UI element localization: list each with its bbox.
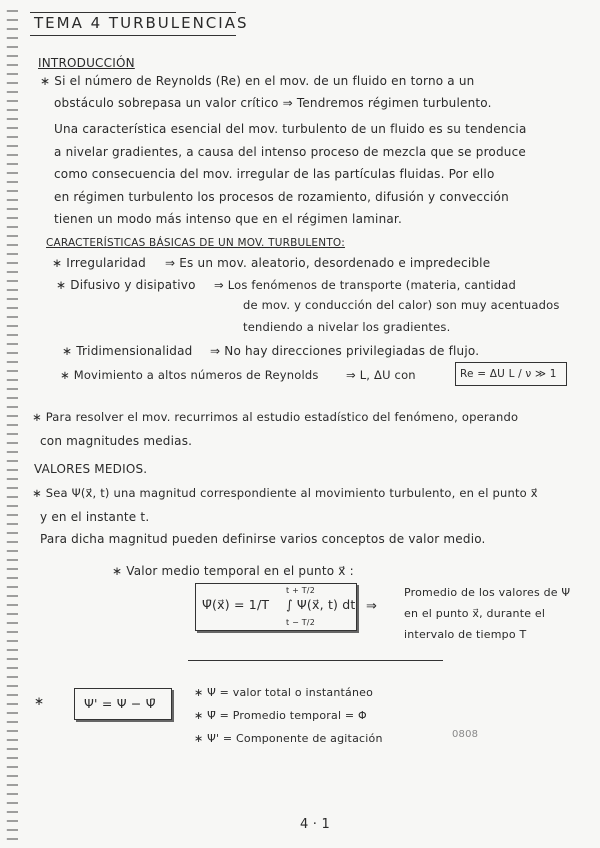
mean-values-line: y en el instante t. xyxy=(40,510,150,524)
temporal-arrow: ⇒ xyxy=(366,599,378,614)
temporal-formula-lhs: Ψ̄(x⃗) = 1/T xyxy=(202,597,270,612)
statistics-line: con magnitudes medias. xyxy=(40,434,193,448)
integral-lower-limit: t − T/2 xyxy=(286,618,315,627)
decomposition-note: ∗ Ψ' = Componente de agitación xyxy=(194,732,383,745)
mean-values-line: ∗ Sea Ψ(x⃗, t) una magnitud correspondiente al movimiento turbulento, en el punto x⃗ xyxy=(32,486,538,500)
decomposition-note: ∗ Ψ = valor total o instantáneo xyxy=(194,686,374,699)
divider xyxy=(188,660,443,661)
intro-heading: INTRODUCCIÓN xyxy=(38,56,135,70)
temporal-formula-integral: ∫ Ψ(x⃗, t) dt xyxy=(286,597,356,612)
intro-line: ∗ Si el número de Reynolds (Re) en el mov. de un fluido en torno a un xyxy=(40,74,475,88)
char-item-text: tendiendo a nivelar los gradientes. xyxy=(243,320,451,334)
char-item-text: ⇒ Es un mov. aleatorio, desordenado e impredecible xyxy=(165,256,491,270)
temporal-note: en el punto x⃗, durante el xyxy=(404,607,546,620)
intro-line: como consecuencia del mov. irregular de las partículas fluidas. Por ello xyxy=(54,167,495,181)
intro-line: obstáculo sobrepasa un valor crítico ⇒ Tendremos régimen turbulento. xyxy=(54,96,492,110)
char-item-label: ∗ Tridimensionalidad xyxy=(62,344,193,358)
char-item-label: ∗ Movimiento a altos números de Reynolds xyxy=(60,368,319,382)
mean-values-line: Para dicha magnitud pueden definirse varios conceptos de valor medio. xyxy=(40,532,486,546)
page-number: 4 · 1 xyxy=(300,817,330,832)
integral-upper-limit: t + T/2 xyxy=(286,586,315,595)
temporal-note: Promedio de los valores de Ψ xyxy=(404,586,571,599)
temporal-note: intervalo de tiempo T xyxy=(404,628,527,641)
statistics-line: ∗ Para resolver el mov. recurrimos al estudio estadístico del fenómeno, operando xyxy=(32,410,519,424)
stamp-text: 0808 xyxy=(452,729,479,740)
spiral-binding xyxy=(2,10,18,840)
char-item-text: ⇒ L, ΔU con xyxy=(346,368,416,382)
mean-values-heading: VALORES MEDIOS. xyxy=(34,462,148,476)
temporal-mean-label: ∗ Valor medio temporal en el punto x⃗ : xyxy=(112,564,354,578)
intro-line: Una característica esencial del mov. turbulento de un fluido es su tendencia xyxy=(54,122,527,136)
page-title: TEMA 4 TURBULENCIAS xyxy=(34,14,249,32)
characteristics-heading: CARACTERÍSTICAS BÁSICAS DE UN MOV. TURBULENTO: xyxy=(46,237,345,249)
char-item-text: ⇒ Los fenómenos de transporte (materia, cantidad xyxy=(214,278,516,292)
char-item-label: ∗ Irregularidad xyxy=(52,256,146,270)
intro-line: a nivelar gradientes, a causa del intenso proceso de mezcla que se produce xyxy=(54,145,526,159)
intro-line: tienen un modo más intenso que en el régimen laminar. xyxy=(54,212,402,226)
decomposition-note: ∗ Ψ̄ = Promedio temporal = Φ xyxy=(194,709,367,722)
char-item-text: ⇒ No hay direcciones privilegiadas de flujo. xyxy=(210,344,480,358)
char-item-label: ∗ Difusivo y disipativo xyxy=(56,278,196,292)
char-item-text: de mov. y conducción del calor) son muy acentuados xyxy=(243,298,560,312)
decomposition-formula: Ψ' = Ψ − Ψ̄ xyxy=(84,696,156,711)
reynolds-formula: Re = ΔU L / ν ≫ 1 xyxy=(460,368,557,380)
decomposition-star: ∗ xyxy=(34,694,45,708)
intro-line: en régimen turbulento los procesos de rozamiento, difusión y convección xyxy=(54,190,509,204)
